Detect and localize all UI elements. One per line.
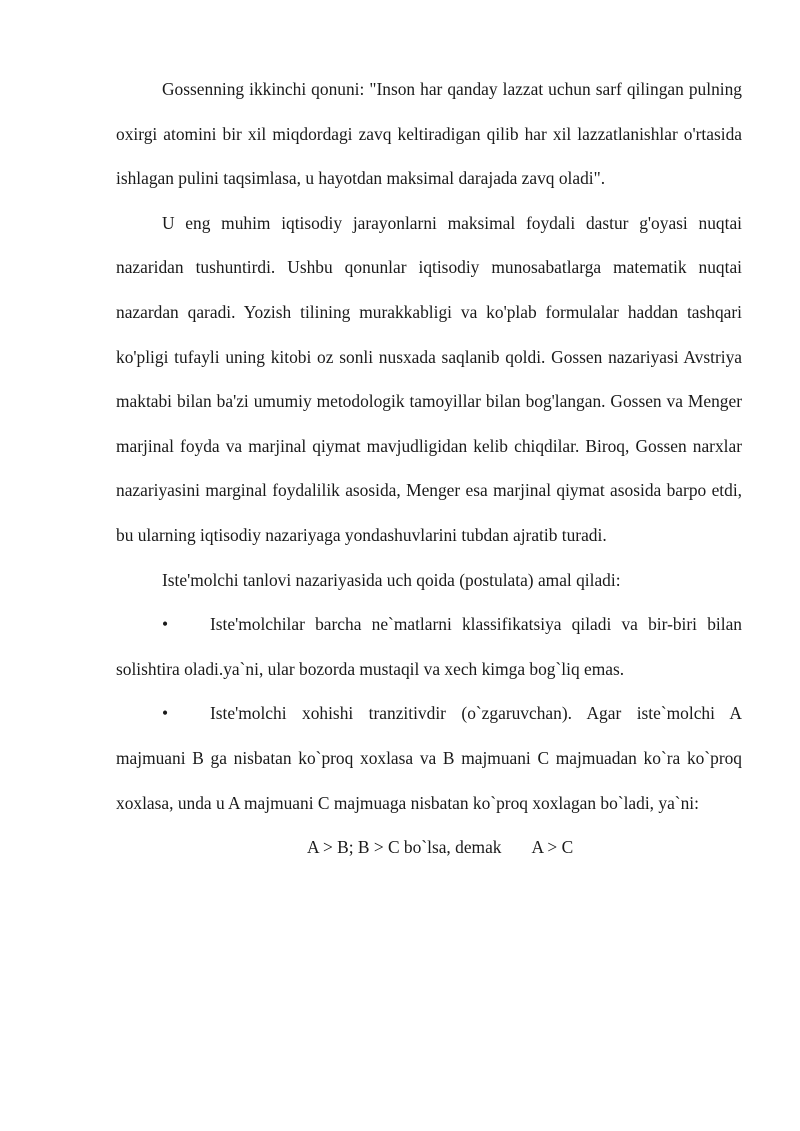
bullet-text: Iste'molchilar barcha ne`matlarni klassifikatsiya qiladi va bir-biri bilan solishtira oladi.ya`ni, ular bozorda mustaqil va xech kimga bog`liq emas. bbox=[116, 614, 742, 679]
formula-condition: A > B; B > C bo`lsa, demak bbox=[307, 837, 502, 858]
bullet-item-classification bbox=[116, 602, 742, 691]
paragraph-consumer-choice-intro: Iste'molchi tanlovi nazariyasida uch qoida (postulata) amal qiladi: bbox=[162, 569, 621, 590]
formula-result: A > C bbox=[531, 837, 574, 858]
bullet-icon: • bbox=[162, 614, 169, 635]
bullet-text: Iste'molchi xohishi tranzitivdir (o`zgaruvchan). Agar iste`molchi A majmuani B ga nisbatan ko`proq xoxlasa va B majmuani C majmuadan ko`ra ko`proq xoxlasa, unda u A majmuani C majmuaga nisbatan ko`proq xoxlagan bo`ladi, ya`ni: bbox=[116, 703, 742, 813]
paragraph-gossen-theory: U eng muhim iqtisodiy jarayonlarni maksimal foydali dastur g'oyasi nuqtai nazaridan tushuntirdi. Ushbu qonunlar iqtisodiy munosabatlarga matematik nuqtai nazardan qaradi. Yozish tilining murakkabligi va ko'plab formulalar haddan tashqari ko'pligi tufayli uning kitobi oz sonli nusxada saqlanib qoldi. Gossen nazariyasi Avstriya maktabi bilan ba'zi umumiy metodologik tamoyillar bilan bog'langan. Gossen va Menger marjinal foyda va marjinal qiymat mavjudligidan kelib chiqdilar. Biroq, Gossen narxlar nazariyasini marginal foydalilik asosida, Menger esa marjinal qiymat asosida barpo etdi, bu ularning iqtisodiy nazariyaga yondashuvlarini tubdan ajratib turadi. bbox=[116, 212, 742, 545]
paragraph-gossen-second-law: Gossenning ikkinchi qonuni: "Inson har qanday lazzat uchun sarf qilingan pulning oxirgi atomini bir xil miqdordagi zavq keltiradigan qilib har xil lazzatlanishlar o'rtasida ishlagan pulini taqsimlasa, u hayotdan maksimal darajada zavq oladi". bbox=[116, 79, 742, 189]
bullet-icon: • bbox=[162, 703, 169, 724]
bullet-item-transitivity bbox=[116, 691, 742, 825]
transitivity-formula bbox=[116, 825, 742, 870]
document-body bbox=[116, 67, 742, 870]
